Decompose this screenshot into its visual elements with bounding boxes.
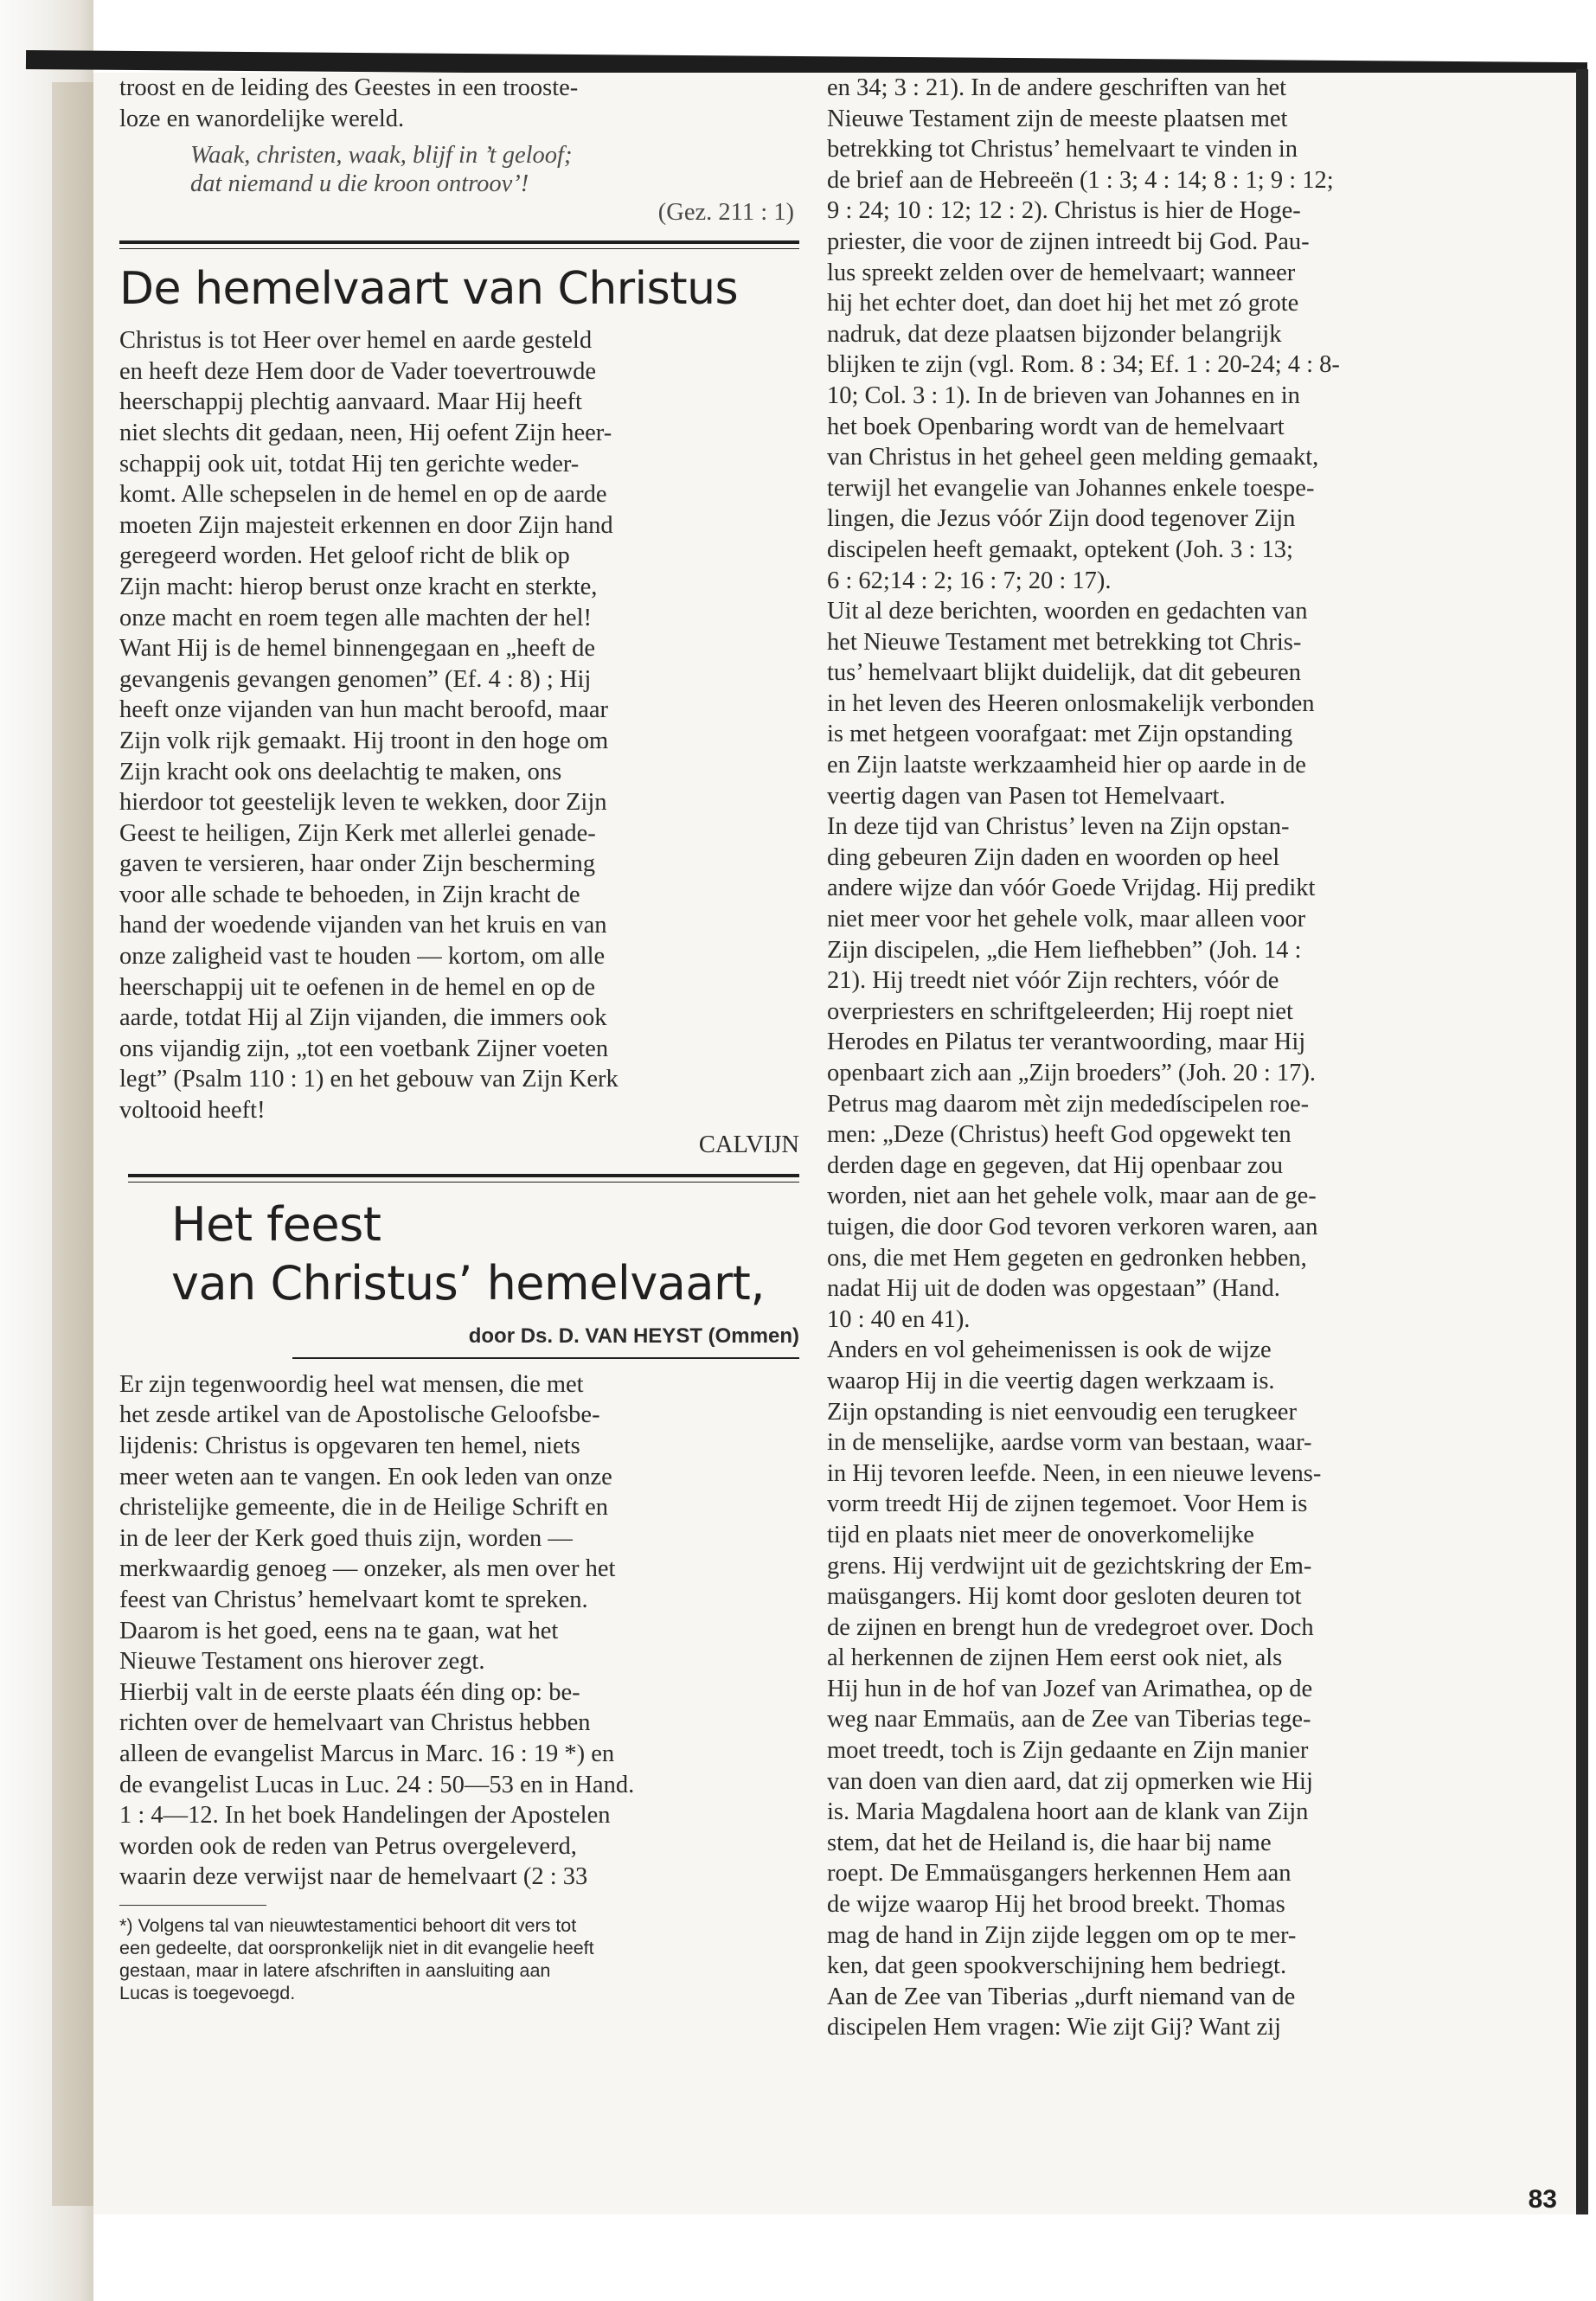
text-line: ons vijandig zijn, „tot een voetbank Zijner voeten [119,1035,609,1062]
text-line: en heeft deze Hem door de Vader toevertrouwde [119,357,597,385]
text-line: tus’ hemelvaart blijkt duidelijk, dat dit gebeuren [827,659,1301,687]
text-line: ken, dat geen spookverschijning hem bedriegt. [827,1952,1287,1980]
text-line: moet treedt, toch is Zijn gedaante en Zijn manier [827,1737,1309,1765]
text-line: in het leven des Heeren onlosmakelijk verbonden [827,689,1315,717]
text-line: lijdenis: Christus is opgevaren ten hemel, niets [119,1433,580,1459]
text-line: waarin deze verwijst naar de hemelvaart (2 : 33 [119,1863,588,1891]
text-line: alleen de evangelist Marcus in Marc. 16 : 19 *) en [119,1740,615,1767]
text-line: weg naar Emmaüs, aan de Zee van Tiberias tege- [827,1706,1311,1734]
text-line: In deze tijd van Christus’ leven na Zijn opstan- [827,813,1290,841]
text-line: dat niemand u die kroon ontroov’! [190,170,529,198]
text-line: Zijn kracht ook ons deelachtig te maken, ons [119,758,562,785]
text-line: christelijke gemeente, die in de Heilige Schrift en [119,1494,609,1522]
text-line: nadat Hij uit de doden was opgestaan” (Hand. [827,1275,1280,1303]
text-line: al herkennen de zijnen Hem eerst ook niet, als [827,1644,1283,1672]
text-line: is met hetgeen voorafgaat: met Zijn opstanding [827,721,1293,748]
text-line: priester, die voor de zijnen intreedt bij God. Pau- [827,228,1310,255]
text-line: in de leer der Kerk goed thuis zijn, worden — [119,1524,573,1552]
text-line: men: „Deze (Christus) heeft God opgewekt ten [827,1121,1292,1149]
text-line: betrekking tot Christus’ hemelvaart te vinden in [827,136,1298,163]
text-line: 6 : 62;14 : 2; 16 : 7; 20 : 17). [827,567,1112,594]
text-line: onze zaligheid vast te houden — kortom, om alle [119,943,606,971]
text-line: Aan de Zee van Tiberias „durft niemand van de [827,1983,1296,2010]
text-line: troost en de leiding des Geestes in een trooste- [119,74,579,101]
text-line: gaven te versieren, haar onder Zijn bescherming [119,850,595,878]
text-line: Daarom is het goed, eens na te gaan, wat het [119,1617,559,1644]
text-line: komt. Alle schepselen in de hemel en op de aarde [119,481,607,509]
footnote-rule [119,1905,266,1906]
text-line: andere wijze dan vóór Goede Vrijdag. Hij predikt [827,875,1316,902]
text-line: ons, die met Hem gegeten en gedronken hebben, [827,1244,1307,1272]
text-line: roept. De Emmaüsgangers herkennen Hem aan [827,1860,1292,1888]
text-line: worden ook de reden van Petrus overgeleverd, [119,1832,577,1860]
text-line: vorm treedt Hij de zijnen tegemoet. Voor Hem is [827,1490,1308,1518]
text-line: Zijn opstanding is niet eenvoudig een terugkeer [827,1398,1297,1426]
text-line: openbaart zich aan „Zijn broeders” (Joh. 20 : 17). [827,1060,1317,1086]
text-line: onze macht en roem tegen alle machten der hel! [119,604,592,631]
article-body-calvijn [119,325,799,1125]
text-line: derden dage en gegeven, dat Hij openbaar zou [827,1151,1284,1179]
text-line: Nieuwe Testament ons hierover zegt. [119,1648,485,1676]
section-divider-2 [128,1174,799,1183]
text-line: tuigen, die door God tevoren verkoren waren, aan [827,1213,1318,1240]
text-line: blijken te zijn (vgl. Rom. 8 : 34; Ef. 1 : 20-24; 4 : 8- [827,351,1340,379]
article-title-hemelvaart: De hemelvaart van Christus [119,263,739,316]
text-line: lingen, die Jezus vóór Zijn dood tegenover Zijn [827,505,1296,533]
text-line: in Hij tevoren leefde. Neen, in een nieuwe levens- [827,1459,1322,1487]
text-line: Geest te heiligen, Zijn Kerk met allerlei genade- [119,819,596,847]
text-line: aarde, totdat Hij al Zijn vijanden, die immers ook [119,1004,607,1032]
text-line: hierdoor tot geestelijk leven te wekken, door Zijn [119,789,607,817]
text-line: 1 : 4—12. In het boek Handelingen der Apostelen [119,1802,611,1830]
text-line: Waak, christen, waak, blijf in ’t geloof; [190,142,573,170]
article-title-line-1: Het feest [171,1197,381,1253]
text-line: maüsgangers. Hij komt door gesloten deuren tot [827,1583,1302,1611]
text-line: mag de hand in Zijn zijde leggen om op te mer- [827,1921,1297,1949]
text-line: lus spreekt zelden over de hemelvaart; wanneer [827,259,1296,286]
right-border-bar [1576,69,1588,2214]
text-line: 10 : 40 en 41). [827,1305,971,1333]
text-line: terwijl het evangelie van Johannes enkele toespe- [827,474,1315,502]
text-line: discipelen heeft gemaakt, optekent (Joh. 3 : 13; [827,535,1293,563]
text-line: een gedeelte, dat oorspronkelijk niet in dit evangelie heeft [119,1937,594,1958]
text-line: Anders en vol geheimenissen is ook de wijze [827,1336,1272,1364]
right-column [827,73,1556,2043]
text-line: nadruk, dat deze plaatsen bijzonder belangrijk [827,320,1282,348]
text-line: veertig dagen van Pasen tot Hemelvaart. [827,782,1226,810]
text-line: heeft onze vijanden van hun macht beroofd, maar [119,696,609,724]
hymn-reference: (Gez. 211 : 1) [657,199,794,227]
text-line: is. Maria Magdalena hoort aan de klank van Zijn [827,1798,1309,1826]
text-line: meer weten aan te vangen. En ook leden van onze [119,1463,612,1490]
article-title-line-2: van Christus’ hemelvaart, [171,1256,766,1311]
text-line: stem, dat het de Heiland is, die haar bij name [827,1829,1272,1856]
text-line: Nieuwe Testament zijn de meeste plaatsen met [827,105,1288,132]
footnote [119,1914,799,2004]
text-line: richten over de hemelvaart van Christus hebben [119,1709,591,1737]
intro-paragraph [119,73,799,134]
text-line: en Zijn laatste werkzaamheid hier op aarde in de [827,752,1306,779]
section-divider [119,240,799,249]
text-line: moeten Zijn majesteit erkennen en door Zijn hand [119,511,613,539]
text-line: Hierbij valt in de eerste plaats één ding op: be- [119,1678,580,1706]
text-line: 10; Col. 3 : 1). In de brieven van Johannes en in [827,381,1300,409]
text-line: ding gebeuren Zijn daden en woorden op heel [827,843,1280,871]
text-line: gevangenis gevangen genomen” (Ef. 4 : 8) ; Hij [119,665,592,693]
text-line: grens. Hij verdwijnt uit de gezichtskring der Em- [827,1552,1312,1580]
text-line: gestaan, maar in latere afschriften in aansluiting aan [119,1959,551,1981]
text-line: geregeerd worden. Het geloof richt de blik op [119,542,570,570]
text-line: Er zijn tegenwoordig heel wat mensen, die met [119,1370,584,1398]
text-line: discipelen Hem vragen: Wie zijt Gij? Want zij [827,2014,1281,2041]
text-line: Zijn volk rijk gemaakt. Hij troont in den hoge om [119,727,609,754]
text-line: Petrus mag daarom mèt zijn mededíscipelen roe- [827,1090,1310,1118]
text-line: het zesde artikel van de Apostolische Geloofsbe- [119,1401,600,1429]
text-line: loze en wanordelijke wereld. [119,105,405,132]
text-line: hij het echter doet, dan doet hij het met zó grote [827,290,1299,317]
article-author: CALVIJN [698,1131,799,1158]
text-line: van doen van dien aard, dat zij opmerken wie Hij [827,1767,1313,1795]
text-line: Christus is tot Heer over hemel en aarde gesteld [119,327,593,355]
article-body-continued [827,73,1556,2043]
text-line: en 34; 3 : 21). In de andere geschriften van het [827,74,1287,101]
text-line: Want Hij is de hemel binnengegaan en „heeft de [119,635,596,663]
text-line: heerschappij plechtig aanvaard. Maar Hij heeft [119,388,582,416]
text-line: feest van Christus’ hemelvaart komt te spreken. [119,1586,588,1613]
text-line: de wijze waarop Hij het brood breekt. Thomas [827,1891,1285,1919]
article-body-heyst [119,1369,799,1893]
article-byline: door Ds. D. VAN HEYST (Ommen) [292,1321,799,1359]
text-line: tijd en plaats niet meer de onoverkomelijke [827,1521,1254,1548]
text-line: de evangelist Lucas in Luc. 24 : 50—53 en in Hand. [119,1771,635,1798]
text-line: Zijn discipelen, „die Hem liefhebben” (Joh. 14 : [827,936,1302,964]
text-line: Uit al deze berichten, woorden en gedachten van [827,598,1308,625]
text-line: heerschappij uit te oefenen in de hemel en op de [119,973,595,1001]
text-line: voltooid heeft! [119,1097,266,1125]
text-line: waarop Hij in die veertig dagen werkzaam is. [827,1367,1275,1394]
text-line: schappij ook uit, totdat Hij ten gerichte weder- [119,450,580,478]
text-line: Herodes en Pilatus ter verantwoording, maar Hij [827,1029,1306,1056]
text-line: het Nieuwe Testament met betrekking tot Chris- [827,628,1302,656]
text-line: niet slechts dit gedaan, neen, Hij oefent Zijn heer- [119,419,612,446]
hymn-quote [190,141,799,198]
text-line: hand der woedende vijanden van het kruis en van [119,912,607,939]
text-line: *) Volgens tal van nieuwtestamentici behoort dit vers tot [119,1914,577,1936]
text-line: voor alle schade te behoeden, in Zijn kracht de [119,881,580,908]
text-line: van Christus in het geheel geen melding gemaakt, [827,444,1319,471]
text-line: 21). Hij treedt niet vóór Zijn rechters, vóór de [827,967,1279,995]
text-line: legt” (Psalm 110 : 1) en het gebouw van Zijn Kerk [119,1066,619,1093]
text-line: in de menselijke, aardse vorm van bestaan, waar- [827,1429,1312,1457]
text-line: worden, niet aan het gehele volk, maar aan de ge- [827,1183,1317,1210]
text-line: 9 : 24; 10 : 12; 12 : 2). Christus is hier de Hoge- [827,197,1301,225]
text-line: het boek Openbaring wordt van de hemelvaart [827,413,1285,440]
text-line: Zijn macht: hierop berust onze kracht en sterkte, [119,573,598,600]
text-line: de zijnen en brengt hun de vredegroet over. Doch [827,1613,1314,1641]
text-line: merkwaardig genoeg — onzeker, als men over het [119,1555,616,1583]
text-line: Hij hun in de hof van Jozef van Arimathea, op de [827,1675,1313,1702]
text-line: overpriesters en schriftgeleerden; Hij roept niet [827,997,1293,1025]
binding-edge [52,82,93,2206]
magazine-page [93,73,1576,2214]
text-line: niet meer voor het gehele volk, maar alleen voor [827,906,1306,933]
text-line: Lucas is toegevoegd. [119,1982,296,2003]
text-line: de brief aan de Hebreeën (1 : 3; 4 : 14; 8 : 1; 9 : 12; [827,166,1334,194]
left-column [119,73,799,2004]
page-number: 83 [1528,2185,1557,2214]
